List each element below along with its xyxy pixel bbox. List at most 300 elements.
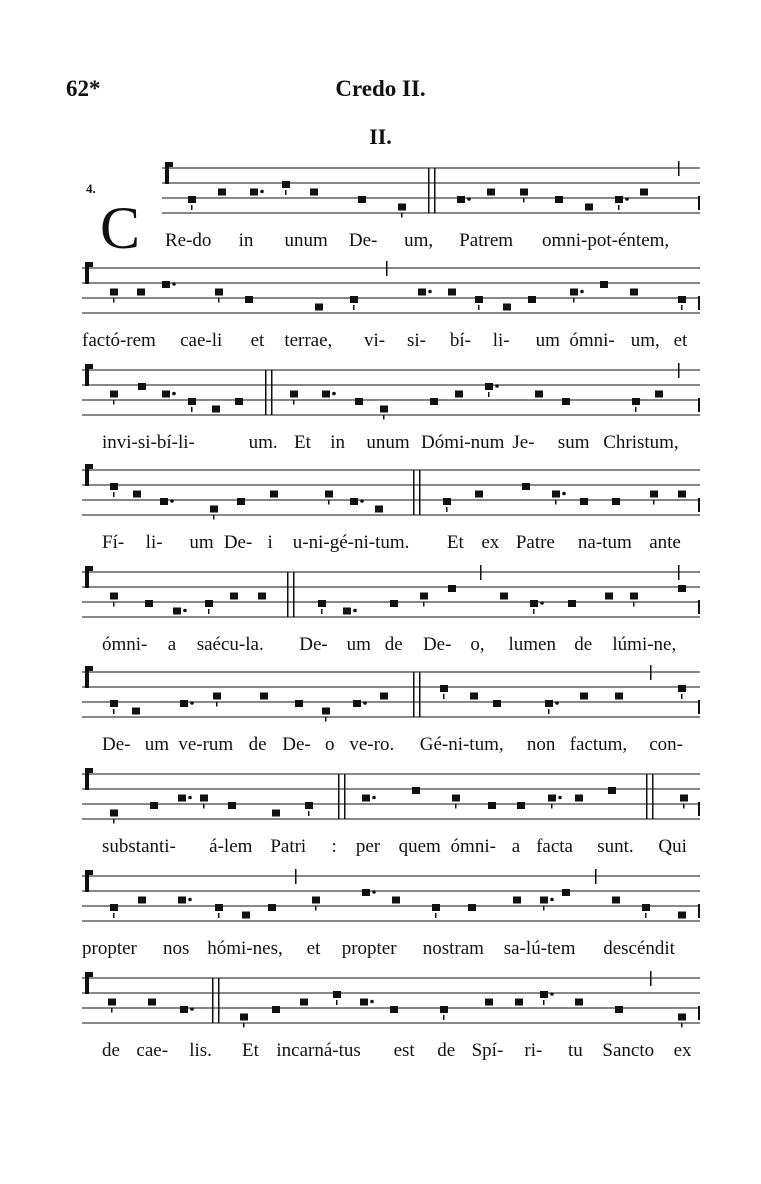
punctum-mora [580,290,584,294]
do-clef-head [85,566,93,571]
lyric-word: sunt. [597,836,634,857]
punctum-mora [550,992,554,996]
punctum-mora [353,609,357,613]
episema [293,400,295,405]
neume [322,708,330,715]
neume [310,189,318,196]
neume [260,693,268,700]
lyric-word: Spí- [471,1040,504,1061]
do-clef-head [85,972,93,977]
lyric-word: cae- [136,1040,169,1061]
lyric-word: hómi-nes, [207,938,283,959]
lyric-word: nostram [422,938,484,959]
punctum-mora [190,1007,194,1011]
staff [0,866,761,946]
punctum-mora [172,282,176,286]
lyric-word: um, [630,330,660,351]
neume [350,498,358,505]
neume [575,999,583,1006]
episema [401,213,403,218]
neume [530,600,538,607]
do-clef-head [85,364,93,369]
do-clef-head [85,870,93,875]
episema [321,609,323,614]
neume [570,289,578,296]
neume [358,196,366,203]
neume [520,189,528,196]
neume [110,289,118,296]
neume [350,296,358,303]
lyric-word: et [306,938,321,959]
neume [212,406,220,413]
lyric-word: um [535,330,560,351]
episema [633,602,635,607]
lyric-word: De- [102,734,131,755]
lyric-word: na-tum [577,532,632,553]
custos [698,296,700,310]
neume [215,904,223,911]
division-mark [386,261,388,276]
custos [698,600,700,614]
neume [250,189,258,196]
neume [443,498,451,505]
division-mark [480,565,482,580]
episema [203,804,205,809]
punctum-mora [332,392,336,396]
punctum-mora [555,701,559,705]
lyric-word: ómni- [102,634,148,655]
lyric-word: con- [649,734,683,755]
lyric-word: descéndit [603,938,675,959]
punctum-mora [360,499,364,503]
page-number: 62* [66,76,101,101]
staff [0,562,761,642]
lyric-word: Gé-ni-tum, [419,734,504,755]
staff [0,258,761,338]
custos [698,196,700,210]
lyric-word: Et [446,532,464,553]
double-bar [293,572,295,617]
punctum-mora [558,796,562,800]
staff [0,158,761,238]
custos [698,1006,700,1020]
lyric-word: lumen [508,634,556,655]
neume [615,196,623,203]
lyric-word: de [384,634,403,655]
episema [681,694,683,699]
neume [612,897,620,904]
lyric-word: um, [404,230,434,251]
neume [133,491,141,498]
lyric-word: Patri [270,836,307,857]
episema [548,709,550,714]
lyric-word: De- [282,734,311,755]
lyric-word: quem [398,836,441,857]
double-bar [212,978,214,1023]
lyric-word: ómni- [450,836,496,857]
punctum-mora [372,796,376,800]
division-mark [595,869,597,884]
lyric-word: de [574,634,593,655]
staff-system [0,968,761,1088]
episema [325,717,327,722]
punctum-mora [188,898,192,902]
episema [543,1000,545,1005]
neume [545,700,553,707]
lyric-word: ómni- [569,330,615,351]
page-title: Credo II. [335,76,426,101]
neume [485,999,493,1006]
neume [242,912,250,919]
lyric-word: in [330,432,345,453]
lyric-word: um [189,532,214,553]
lyric-word: ri- [524,1040,543,1061]
neume [137,289,145,296]
episema [446,507,448,512]
double-bar [413,672,415,717]
lyric-word: ve-ro. [349,734,395,755]
episema [353,305,355,310]
neume [448,585,456,592]
division-mark [678,565,680,580]
neume [173,608,181,615]
neume [178,795,186,802]
lyric-word: et [250,330,265,351]
lyric-word: nos [163,938,190,959]
neume [678,685,686,692]
episema [216,702,218,707]
neume [493,700,501,707]
lyric-word: Christum, [603,432,679,453]
lyric-word: factó-rem [82,330,156,351]
neume [632,398,640,405]
episema [113,492,115,497]
neume [110,391,118,398]
lyric-word: ex [673,1040,692,1061]
neume [282,181,290,188]
neume [380,406,388,413]
lyric-word: si- [406,330,426,351]
neume [188,196,196,203]
lyric-word: Et [242,1040,259,1061]
neume [522,483,530,490]
neume [375,506,383,513]
episema [336,1000,338,1005]
neume [470,693,478,700]
episema [653,500,655,505]
neume [418,289,426,296]
neume [475,296,483,303]
neume [353,700,361,707]
neume [528,296,536,303]
neume [412,787,420,794]
lyric-word: o [325,734,335,755]
double-bar [652,774,654,819]
neume [312,897,320,904]
custos [698,700,700,714]
neume [325,491,333,498]
neume [585,204,593,211]
lyric-word: terrae, [284,330,333,351]
lyric-word: et [673,330,688,351]
episema [383,415,385,420]
double-bar [271,370,273,415]
neume [448,289,456,296]
mode-number: 4. [86,181,96,196]
neume [552,491,560,498]
lyric-word: lúmi-ne, [612,634,677,655]
episema [551,804,553,809]
neume [150,802,158,809]
division-mark [678,363,680,378]
lyric-word: o, [470,634,485,655]
neume [110,593,118,600]
neume [452,795,460,802]
lyric-word: tu [568,1040,583,1061]
neume [270,491,278,498]
neume [678,1014,686,1021]
lyric-word: Qui [658,836,687,857]
section-number: II. [369,124,392,149]
lyric-word: um. [248,432,278,453]
lyric-word: u-ni-gé-ni-tum. [292,532,410,553]
episema [573,298,575,303]
punctum-mora [562,492,566,496]
punctum-mora [260,190,264,194]
episema [208,609,210,614]
neume [230,593,238,600]
neume [200,795,208,802]
lyric-word: De- [348,230,378,251]
lyric-word: Patrem [459,230,514,251]
neume [562,889,570,896]
lyric-word: de [102,1040,120,1061]
neume [258,593,266,600]
neume [678,912,686,919]
double-bar [413,470,415,515]
neume [215,289,223,296]
lyric-word: li- [492,330,510,351]
double-bar [646,774,648,819]
episema [218,298,220,303]
lyric-word: Je- [512,432,535,453]
episema [315,906,317,911]
neume [237,498,245,505]
episema [423,602,425,607]
lyric-word: per [355,836,381,857]
episema [488,392,490,397]
neume [333,991,341,998]
staff [0,968,761,1048]
neume [178,897,186,904]
custos [698,398,700,412]
neume [272,810,280,817]
neume [615,1006,623,1013]
do-clef-head [85,666,93,671]
neume [500,593,508,600]
neume [162,281,170,288]
lyric-word: unum [284,230,328,251]
neume [390,1006,398,1013]
lyric-word: a [511,836,521,857]
double-bar [338,774,340,819]
neume [485,383,493,390]
neume [612,498,620,505]
lyric-word: Et [294,432,311,453]
lyric-word: de [248,734,267,755]
lyric-word: sa-lú-tem [503,938,576,959]
neume [615,693,623,700]
lyric-word: saécu-la. [196,634,264,655]
lyric-word: Dómi-num [421,432,505,453]
punctum-mora [428,290,432,294]
lyric-word: De- [422,634,452,655]
do-clef-head [165,162,173,167]
episema [435,913,437,918]
neume [160,498,168,505]
custos [698,498,700,512]
neume [295,700,303,707]
neume [678,491,686,498]
lyric-word: propter [341,938,397,959]
lyric-word: vi- [364,330,386,351]
neume [110,810,118,817]
episema [523,198,525,203]
neume [655,391,663,398]
neume [132,708,140,715]
lyric-word: Fí- [102,532,125,553]
episema [455,804,457,809]
episema [681,1023,683,1028]
neume [535,391,543,398]
neume [355,398,363,405]
lyric-word: invi-si-bí-li- [102,432,195,453]
lyric-word: non [526,734,556,755]
lyric-word: cae-li [180,330,223,351]
lyric-word: li- [145,532,163,553]
double-bar [287,572,289,617]
double-bar [434,168,436,213]
neume [580,693,588,700]
neume [575,795,583,802]
neume [138,383,146,390]
neume [515,999,523,1006]
neume [650,491,658,498]
episema [533,609,535,614]
lyric-word: omni-pot-éntem, [542,230,670,251]
neume [300,999,308,1006]
punctum-mora [372,890,376,894]
neume [360,999,368,1006]
neume [562,398,570,405]
episema [478,305,480,310]
lyric-word: propter [82,938,137,959]
neume [305,802,313,809]
double-bar [419,672,421,717]
lyric-word: um [346,634,371,655]
lyric-word: ve-rum [178,734,234,755]
episema [443,1015,445,1020]
lyric-word: Re-do [165,230,212,251]
do-clef-head [85,262,93,267]
lyric-word: factum, [569,734,628,755]
lyric-word: De- [223,532,253,553]
neume [548,795,556,802]
episema [111,1008,113,1013]
neume [568,600,576,607]
neume [268,904,276,911]
staff [0,662,761,742]
lyric-word: á-lem [209,836,253,857]
neume [605,593,613,600]
punctum-mora [363,701,367,705]
lyric-word: lis. [189,1040,212,1061]
neume [555,196,563,203]
episema [555,500,557,505]
neume [245,296,253,303]
lyric-word: de [437,1040,456,1061]
lyric-word: substanti- [102,836,176,857]
neume [503,304,511,311]
neume [380,693,388,700]
double-bar [428,168,430,213]
initial-letter: C [100,195,141,261]
lyric-word: bí- [449,330,471,351]
division-mark [295,869,297,884]
lyric-word: a [167,634,177,655]
neume [213,693,221,700]
lyric-word: Patre [515,532,555,553]
neume [430,398,438,405]
neume [608,787,616,794]
do-clef-head [85,464,93,469]
episema [113,602,115,607]
staff [0,764,761,844]
neume [487,189,495,196]
episema [243,1023,245,1028]
punctum-mora [170,499,174,503]
episema [645,913,647,918]
neume [630,289,638,296]
neume [420,593,428,600]
neume [110,904,118,911]
neume [138,897,146,904]
neume [145,600,153,607]
custos [698,904,700,918]
episema [308,811,310,816]
punctum-mora [190,701,194,705]
neume [108,999,116,1006]
episema [191,205,193,210]
division-mark [650,665,652,680]
double-bar [265,370,267,415]
neume [680,795,688,802]
episema [635,407,637,412]
neume [580,498,588,505]
neume [540,991,548,998]
episema [113,819,115,824]
neume [110,483,118,490]
neume [455,391,463,398]
neume [398,204,406,211]
episema [328,500,330,505]
neume [110,700,118,707]
neume [678,585,686,592]
lyric-word: Sancto [602,1040,655,1061]
lyric-word: : [331,836,337,857]
episema [113,400,115,405]
episema [113,709,115,714]
